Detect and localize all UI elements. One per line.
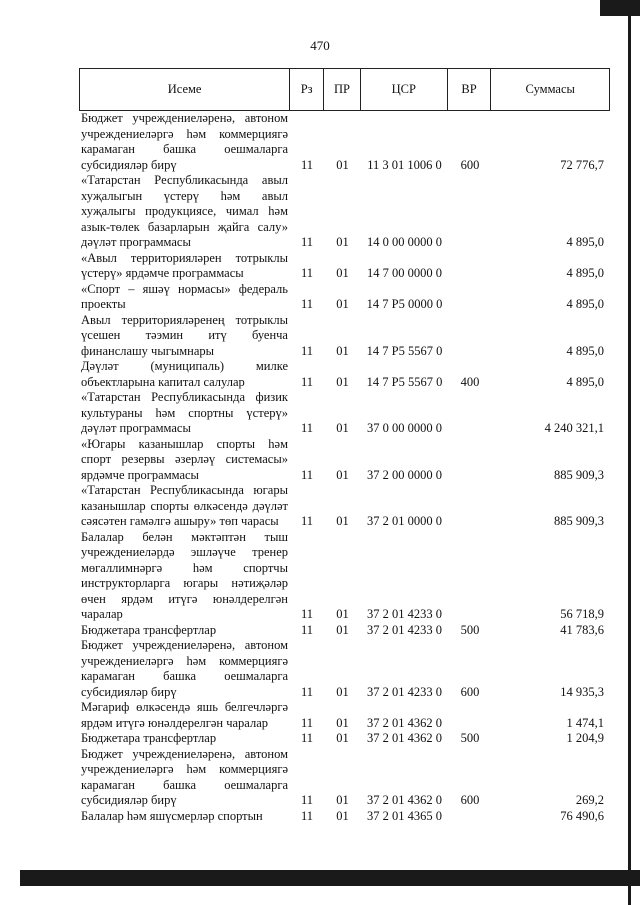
cell-rz: 11 — [300, 793, 314, 807]
cell-csr: 14 7 P5 0000 0 — [366, 297, 443, 311]
table-row — [79, 359, 610, 390]
table-row — [79, 282, 610, 313]
cell-sum: 4 895,0 — [566, 343, 604, 358]
cell-csr: 11 3 01 1006 0 — [367, 157, 442, 172]
cell-pr: 01 — [336, 684, 349, 699]
cell-csr: 37 2 01 4233 0 — [367, 607, 442, 621]
cell-csr: 37 0 00 0000 0 — [367, 421, 442, 435]
cell-pr: 01 — [336, 297, 349, 311]
cell-csr: 37 2 00 0000 0 — [367, 467, 442, 482]
cell-sum: 885 909,3 — [554, 514, 604, 528]
cell-csr: 37 2 01 4362 0 — [367, 793, 442, 807]
table-row — [79, 700, 610, 731]
cell-pr: 01 — [336, 622, 349, 637]
cell-pr: 01 — [336, 731, 349, 745]
cell-csr: 37 2 01 4233 0 — [367, 622, 442, 637]
cell-name: «Авыл территорияләрен тотрыклы үстерү» ярдәмче программасы — [81, 250, 288, 280]
cell-sum: 1 474,1 — [566, 715, 604, 730]
cell-vr: 500 — [460, 622, 480, 637]
scan-edge-bottom — [20, 870, 640, 886]
cell-name: Авыл территорияләренең тотрыклы үсешен тәэмин итү буенча финанслашу чыгымнары — [81, 312, 288, 358]
table-row — [79, 747, 610, 809]
cell-pr: 01 — [336, 157, 349, 172]
cell-name: «Спорт – яшәү нормасы» федераль проекты — [81, 281, 288, 311]
cell-rz: 11 — [300, 421, 314, 435]
cell-rz: 11 — [300, 684, 314, 699]
cell-pr: 01 — [336, 266, 349, 280]
cell-name: «Татарстан Республикасында авыл хуҗалыгын үстерү һәм авыл хуҗалыгы продукциясе, чимал һәм азык-төлек базарларын җайга салу» дәүләт программасы — [81, 173, 288, 249]
cell-sum: 4 895,0 — [566, 297, 604, 311]
cell-rz: 11 — [300, 157, 314, 172]
header-vr: ВР — [448, 69, 492, 110]
cell-csr: 14 7 P5 5567 0 — [366, 374, 443, 389]
header-sum: Суммасы — [525, 82, 575, 96]
cell-rz: 11 — [300, 266, 314, 280]
header-pr: ПР — [324, 69, 361, 110]
cell-csr: 37 2 01 0000 0 — [367, 514, 442, 528]
cell-pr: 01 — [336, 343, 349, 358]
cell-name: Бюджет учреждениеләренә, автоном учреждениеләргә һәм коммерциягә карамаган башка оешмаларга субсидияләр бирү — [81, 111, 288, 172]
table-header — [79, 68, 610, 111]
cell-csr: 37 2 01 4362 0 — [367, 731, 442, 745]
cell-rz: 11 — [300, 235, 314, 249]
cell-name: «Татарстан Республикасында югары казанышлар спорты өлкәсендә дәүләт сәясәтен гамәлгә ашыру» төп чарасы — [81, 483, 288, 528]
cell-name: Бюджетара трансфертлар — [81, 622, 217, 637]
cell-pr: 01 — [336, 514, 349, 528]
cell-sum: 4 895,0 — [566, 374, 604, 389]
table-row — [79, 173, 610, 251]
table-row — [79, 483, 610, 530]
cell-pr: 01 — [336, 374, 349, 389]
cell-name: «Татарстан Республикасында физик культураны һәм спортны үстерү» дәүләт программасы — [81, 390, 288, 435]
cell-rz: 11 — [300, 715, 314, 730]
budget-table — [79, 68, 610, 824]
cell-sum: 885 909,3 — [554, 467, 604, 482]
page-number: 470 — [310, 38, 330, 53]
cell-csr: 37 2 01 4233 0 — [367, 684, 442, 699]
cell-csr: 37 2 01 4365 0 — [367, 808, 442, 823]
cell-vr: 600 — [460, 793, 480, 807]
cell-rz: 11 — [300, 622, 314, 637]
header-csr: ЦСР — [361, 69, 448, 110]
cell-name: Бюджет учреждениеләренә, автоном учреждениеләргә һәм коммерциягә карамаган башка оешмаларга субсидияләр бирү — [81, 746, 288, 807]
cell-sum: 41 783,6 — [560, 622, 604, 637]
table-row — [79, 251, 610, 282]
table-row — [79, 638, 610, 700]
header-rz: Рз — [290, 69, 324, 110]
cell-rz: 11 — [300, 808, 314, 823]
cell-sum: 56 718,9 — [560, 607, 604, 621]
cell-rz: 11 — [300, 514, 314, 528]
cell-pr: 01 — [336, 467, 349, 482]
cell-sum: 269,2 — [575, 793, 604, 807]
cell-sum: 76 490,6 — [560, 808, 604, 823]
cell-rz: 11 — [300, 467, 314, 482]
cell-name: Бюджетара трансфертлар — [81, 731, 217, 745]
table-row — [79, 111, 610, 173]
table-row — [79, 809, 610, 825]
cell-pr: 01 — [336, 793, 349, 807]
cell-sum: 14 935,3 — [560, 684, 604, 699]
table-row — [79, 313, 610, 360]
cell-vr: 500 — [460, 731, 480, 745]
cell-rz: 11 — [300, 607, 314, 621]
cell-vr: 600 — [460, 157, 480, 172]
cell-pr: 01 — [336, 235, 349, 249]
cell-sum: 72 776,7 — [560, 157, 604, 172]
table-row — [79, 731, 610, 747]
header-name: Исеме — [80, 69, 290, 110]
cell-rz: 11 — [300, 297, 314, 311]
table-row — [79, 437, 610, 484]
cell-rz: 11 — [300, 374, 314, 389]
cell-csr: 14 7 00 0000 0 — [367, 266, 442, 280]
table-body — [79, 111, 610, 824]
cell-pr: 01 — [336, 607, 349, 621]
cell-csr: 14 7 P5 5567 0 — [366, 343, 443, 358]
cell-name: Балалар һәм яшүсмерләр спортын — [81, 808, 263, 823]
cell-vr: 600 — [460, 684, 480, 699]
cell-sum: 4 895,0 — [566, 235, 604, 249]
cell-name: Бюджет учреждениеләренә, автоном учреждениеләргә һәм коммерциягә карамаган башка оешмаларга субсидияләр бирү — [81, 638, 288, 699]
cell-csr: 37 2 01 4362 0 — [367, 715, 442, 730]
cell-sum: 4 240 321,1 — [544, 421, 604, 435]
table-row — [79, 530, 610, 623]
scan-edge-right — [628, 0, 631, 905]
cell-csr: 14 0 00 0000 0 — [367, 235, 442, 249]
cell-name: «Югары казанышлар спорты һәм спорт резервы әзерләү системасы» ярдәмче программасы — [81, 436, 288, 482]
cell-pr: 01 — [336, 421, 349, 435]
cell-sum: 4 895,0 — [566, 266, 604, 280]
cell-rz: 11 — [300, 343, 314, 358]
cell-name: Дәүләт (муниципаль) милке объектларына капитал салулар — [81, 359, 288, 389]
cell-name: Мәгариф өлкәсендә яшь белгечләргә ярдәм итүгә юнәлдерелгән чаралар — [81, 700, 288, 730]
cell-pr: 01 — [336, 808, 349, 823]
table-row — [79, 390, 610, 437]
cell-rz: 11 — [300, 731, 314, 745]
table-row — [79, 623, 610, 639]
cell-name: Балалар белән мәктәптән тыш учреждениеләрдә эшләүче тренер мөгаллимнәргә һәм спортчы инструкторларга югары нәтиҗәләр өчен ярдәм итүгә юнәлдерелгән чаралар — [81, 529, 288, 621]
cell-pr: 01 — [336, 715, 349, 730]
cell-sum: 1 204,9 — [566, 731, 604, 745]
scan-edge-top — [600, 0, 640, 16]
cell-vr: 400 — [460, 374, 480, 389]
